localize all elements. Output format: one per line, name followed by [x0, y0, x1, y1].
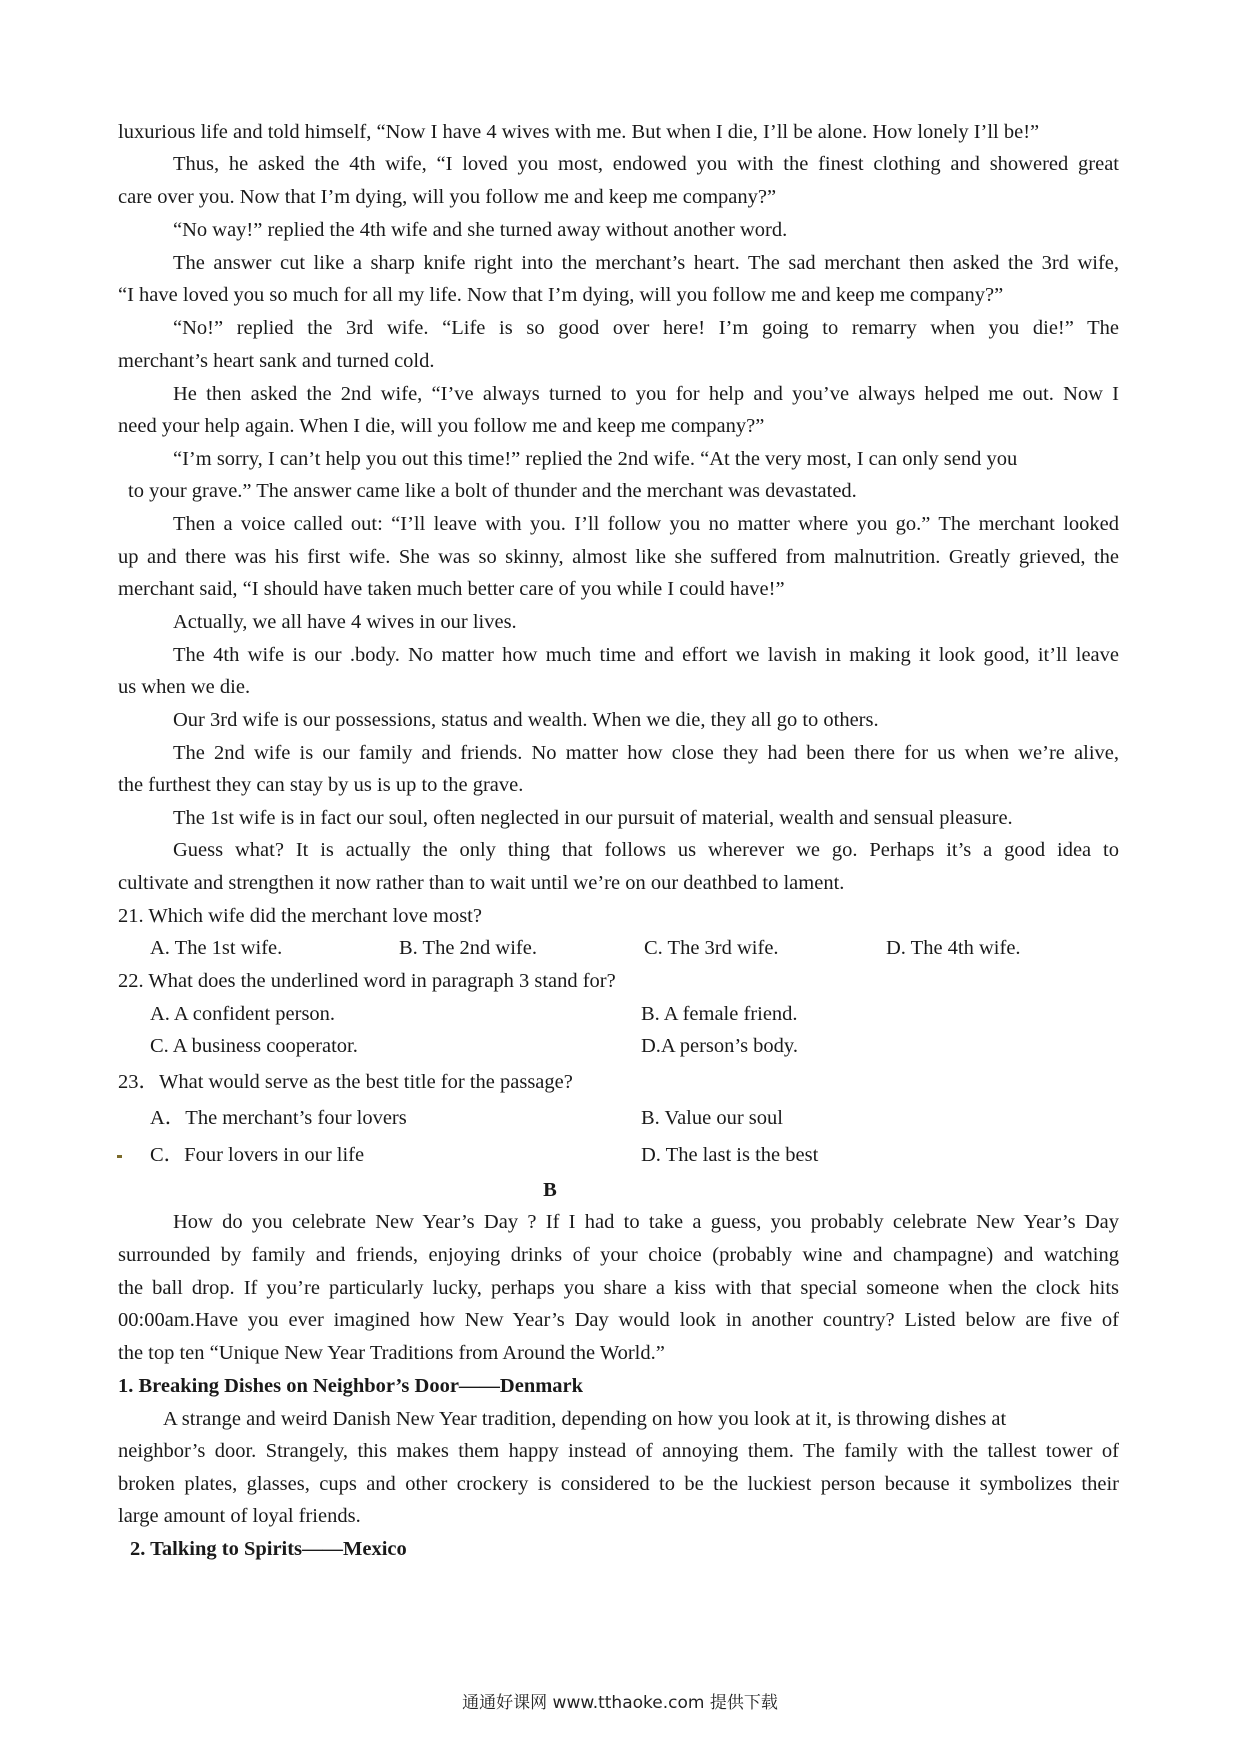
- option-21-d: D. The 4th wife.: [886, 937, 1021, 959]
- stray-mark: [117, 1155, 122, 1158]
- passage-line: surrounded by family and friends, enjoying drinks of your choice (probably wine and champagne) and watching: [118, 1244, 1119, 1266]
- passage-line: Actually, we all have 4 wives in our lives.: [173, 611, 517, 633]
- passage-line: “I have loved you so much for all my life. Now that I’m dying, will you follow me and keep me company?”: [118, 284, 1004, 306]
- option-23-c: C．Four lovers in our life: [150, 1144, 365, 1166]
- option-23-d: D. The last is the best: [641, 1144, 819, 1166]
- passage-line: merchant said, “I should have taken much better care of you while I could have!”: [118, 578, 785, 600]
- passage-line: Then a voice called out: “I’ll leave with you. I’ll follow you no matter where you go.” The merchant looked: [173, 513, 1119, 535]
- option-22-c: C. A business cooperator.: [150, 1035, 358, 1057]
- passage-line: “No!” replied the 3rd wife. “Life is so good over here! I’m going to remarry when you die!” The: [173, 317, 1119, 339]
- passage-line: The 2nd wife is our family and friends. No matter how close they had been there for us when we’re alive,: [173, 742, 1119, 764]
- option-21-a: A. The 1st wife.: [150, 937, 283, 959]
- question-21-stem: 21. Which wife did the merchant love most?: [118, 905, 482, 927]
- passage-line: He then asked the 2nd wife, “I’ve always turned to you for help and you’ve always helped me out. Now I: [173, 383, 1119, 405]
- passage-line: How do you celebrate New Year’s Day ? If I had to take a guess, you probably celebrate New Year’s Day: [173, 1211, 1119, 1233]
- passage-line: Thus, he asked the 4th wife, “I loved you most, endowed you with the finest clothing and showered great: [173, 153, 1119, 175]
- passage-line: the ball drop. If you’re particularly lucky, perhaps you share a kiss with that special someone when the clock hits: [118, 1277, 1119, 1299]
- passage-line: A strange and weird Danish New Year tradition, depending on how you look at it, is throwing dishes at: [163, 1408, 1007, 1430]
- passage-line: broken plates, glasses, cups and other crockery is considered to be the luckiest person because it symbolizes their: [118, 1473, 1119, 1495]
- option-23-a: A．The merchant’s four lovers: [150, 1107, 407, 1129]
- passage-line: up and there was his first wife. She was so skinny, almost like she suffered from malnutrition. Greatly grieved, the: [118, 546, 1119, 568]
- passage-line: large amount of loyal friends.: [118, 1505, 361, 1527]
- item-1-heading: 1. Breaking Dishes on Neighbor’s Door——Denmark: [118, 1375, 584, 1397]
- passage-line: to your grave.” The answer came like a bolt of thunder and the merchant was devastated.: [128, 480, 857, 502]
- passage-line: the furthest they can stay by us is up to the grave.: [118, 774, 524, 796]
- option-22-d: D.A person’s body.: [641, 1035, 798, 1057]
- question-22-stem: 22. What does the underlined word in paragraph 3 stand for?: [118, 970, 616, 992]
- passage-line: cultivate and strengthen it now rather than to wait until we’re on our deathbed to lament.: [118, 872, 845, 894]
- passage-line: The 1st wife is in fact our soul, often neglected in our pursuit of material, wealth and sensual pleasure.: [173, 807, 1013, 829]
- option-21-b: B. The 2nd wife.: [399, 937, 537, 959]
- question-23-stem: 23．What would serve as the best title for the passage?: [118, 1071, 573, 1093]
- passage-line: Guess what? It is actually the only thing that follows us wherever we go. Perhaps it’s a good idea to: [173, 839, 1119, 861]
- footer-source: 通通好课网 www.tthaoke.com 提供下载: [462, 1693, 778, 1713]
- passage-line: “No way!” replied the 4th wife and she turned away without another word.: [173, 219, 788, 241]
- passage-line: luxurious life and told himself, “Now I have 4 wives with me. But when I die, I’ll be alone. How lonely I’ll be!”: [118, 121, 1040, 143]
- passage-line: Our 3rd wife is our possessions, status and wealth. When we die, they all go to others.: [173, 709, 879, 731]
- option-23-b: B. Value our soul: [641, 1107, 783, 1129]
- option-22-a: A. A confident person.: [150, 1003, 336, 1025]
- passage-line: neighbor’s door. Strangely, this makes them happy instead of annoying them. The family with the tallest tower of: [118, 1440, 1119, 1462]
- passage-line: the top ten “Unique New Year Traditions from Around the World.”: [118, 1342, 665, 1364]
- passage-line: The 4th wife is our .body. No matter how much time and effort we lavish in making it look good, it’ll leave: [173, 644, 1119, 666]
- option-22-b: B. A female friend.: [641, 1003, 798, 1025]
- passage-line: need your help again. When I die, will you follow me and keep me company?”: [118, 415, 765, 437]
- passage-line: “I’m sorry, I can’t help you out this time!” replied the 2nd wife. “At the very most, I can only send you: [173, 448, 1018, 470]
- passage-line: 00:00am.Have you ever imagined how New Year’s Day would look in another country? Listed below are five of: [118, 1309, 1119, 1331]
- passage-line: The answer cut like a sharp knife right into the merchant’s heart. The sad merchant then asked the 3rd wife,: [173, 252, 1119, 274]
- passage-line: us when we die.: [118, 676, 251, 698]
- passage-line: care over you. Now that I’m dying, will you follow me and keep me company?”: [118, 186, 777, 208]
- option-21-c: C. The 3rd wife.: [644, 937, 779, 959]
- section-heading-b: B: [543, 1179, 557, 1201]
- item-2-heading: 2. Talking to Spirits——Mexico: [130, 1538, 407, 1560]
- passage-line: merchant’s heart sank and turned cold.: [118, 350, 435, 372]
